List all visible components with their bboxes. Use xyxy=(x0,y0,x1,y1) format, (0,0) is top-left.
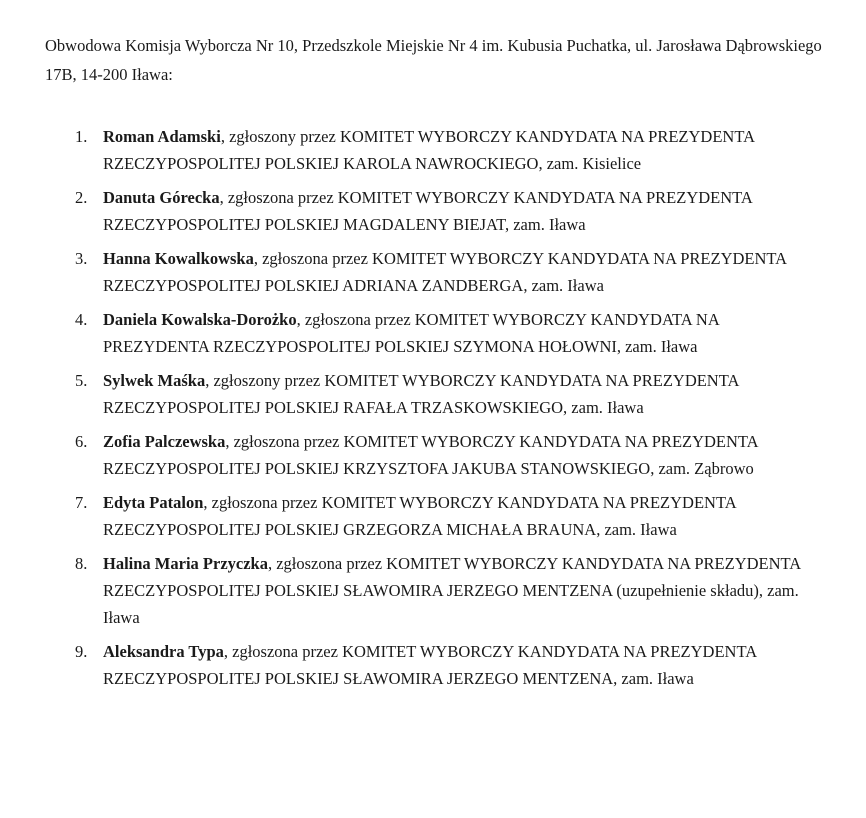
member-details: , zgłoszony przez KOMITET WYBORCZY KANDYDATA NA PREZYDENTA RZECZYPOSPOLITEJ POLSKIEJ KAROLA NAWROCKIEGO, zam. Kisielice xyxy=(103,127,755,173)
member-name: Sylwek Maśka xyxy=(103,371,206,390)
member-details: , zgłoszona przez KOMITET WYBORCZY KANDYDATA NA PREZYDENTA RZECZYPOSPOLITEJ POLSKIEJ ADRIANA ZANDBERGA, zam. Iława xyxy=(103,249,787,295)
member-details: , zgłoszona przez KOMITET WYBORCZY KANDYDATA NA PREZYDENTA RZECZYPOSPOLITEJ POLSKIEJ KRZYSZTOFA JAKUBA STANOWSKIEGO, zam. Ząbrowo xyxy=(103,432,758,478)
item-number: 9. xyxy=(75,642,88,661)
item-number: 7. xyxy=(75,493,88,512)
list-item xyxy=(0,184,823,238)
item-number: 1. xyxy=(75,127,88,146)
item-number: 5. xyxy=(75,371,88,390)
member-name: Zofia Palczewska xyxy=(103,432,226,451)
member-details: , zgłoszony przez KOMITET WYBORCZY KANDYDATA NA PREZYDENTA RZECZYPOSPOLITEJ POLSKIEJ RAFAŁA TRZASKOWSKIEGO, zam. Iława xyxy=(103,371,739,417)
member-name: Danuta Górecka xyxy=(103,188,220,207)
list-item xyxy=(0,550,823,631)
member-name: Halina Maria Przyczka xyxy=(103,554,268,573)
member-details: , zgłoszona przez KOMITET WYBORCZY KANDYDATA NA PREZYDENTA RZECZYPOSPOLITEJ POLSKIEJ SŁAWOMIRA JERZEGO MENTZENA, zam. Iława xyxy=(103,642,757,688)
list-item xyxy=(0,245,823,299)
list-item xyxy=(0,306,823,360)
member-name: Aleksandra Typa xyxy=(103,642,224,661)
item-number: 3. xyxy=(75,249,88,268)
member-name: Hanna Kowalkowska xyxy=(103,249,254,268)
member-details: , zgłoszona przez KOMITET WYBORCZY KANDYDATA NA PREZYDENTA RZECZYPOSPOLITEJ POLSKIEJ SZYMONA HOŁOWNI, zam. Iława xyxy=(103,310,719,356)
list-item xyxy=(0,428,823,482)
commission-header: Obwodowa Komisja Wyborcza Nr 10, Przedszkole Miejskie Nr 4 im. Kubusia Puchatka, ul. Jarosława Dąbrowskiego 17B, 14-200 Iława: xyxy=(45,36,822,84)
members-list xyxy=(0,123,866,699)
item-number: 6. xyxy=(75,432,88,451)
member-details: , zgłoszona przez KOMITET WYBORCZY KANDYDATA NA PREZYDENTA RZECZYPOSPOLITEJ POLSKIEJ GRZEGORZA MICHAŁA BRAUNA, zam. Iława xyxy=(103,493,736,539)
item-number: 8. xyxy=(75,554,88,573)
list-item xyxy=(0,123,823,177)
member-details: , zgłoszona przez KOMITET WYBORCZY KANDYDATA NA PREZYDENTA RZECZYPOSPOLITEJ POLSKIEJ MAGDALENY BIEJAT, zam. Iława xyxy=(103,188,752,234)
item-number: 2. xyxy=(75,188,88,207)
list-item xyxy=(0,367,823,421)
member-name: Edyta Patalon xyxy=(103,493,204,512)
member-name: Roman Adamski xyxy=(103,127,221,146)
member-details: , zgłoszona przez KOMITET WYBORCZY KANDYDATA NA PREZYDENTA RZECZYPOSPOLITEJ POLSKIEJ SŁAWOMIRA JERZEGO MENTZENA (uzupełnienie składu), zam. Iława xyxy=(103,554,801,627)
list-item xyxy=(0,489,823,543)
member-name: Daniela Kowalska-Dorożko xyxy=(103,310,297,329)
list-item xyxy=(0,638,823,692)
item-number: 4. xyxy=(75,310,88,329)
